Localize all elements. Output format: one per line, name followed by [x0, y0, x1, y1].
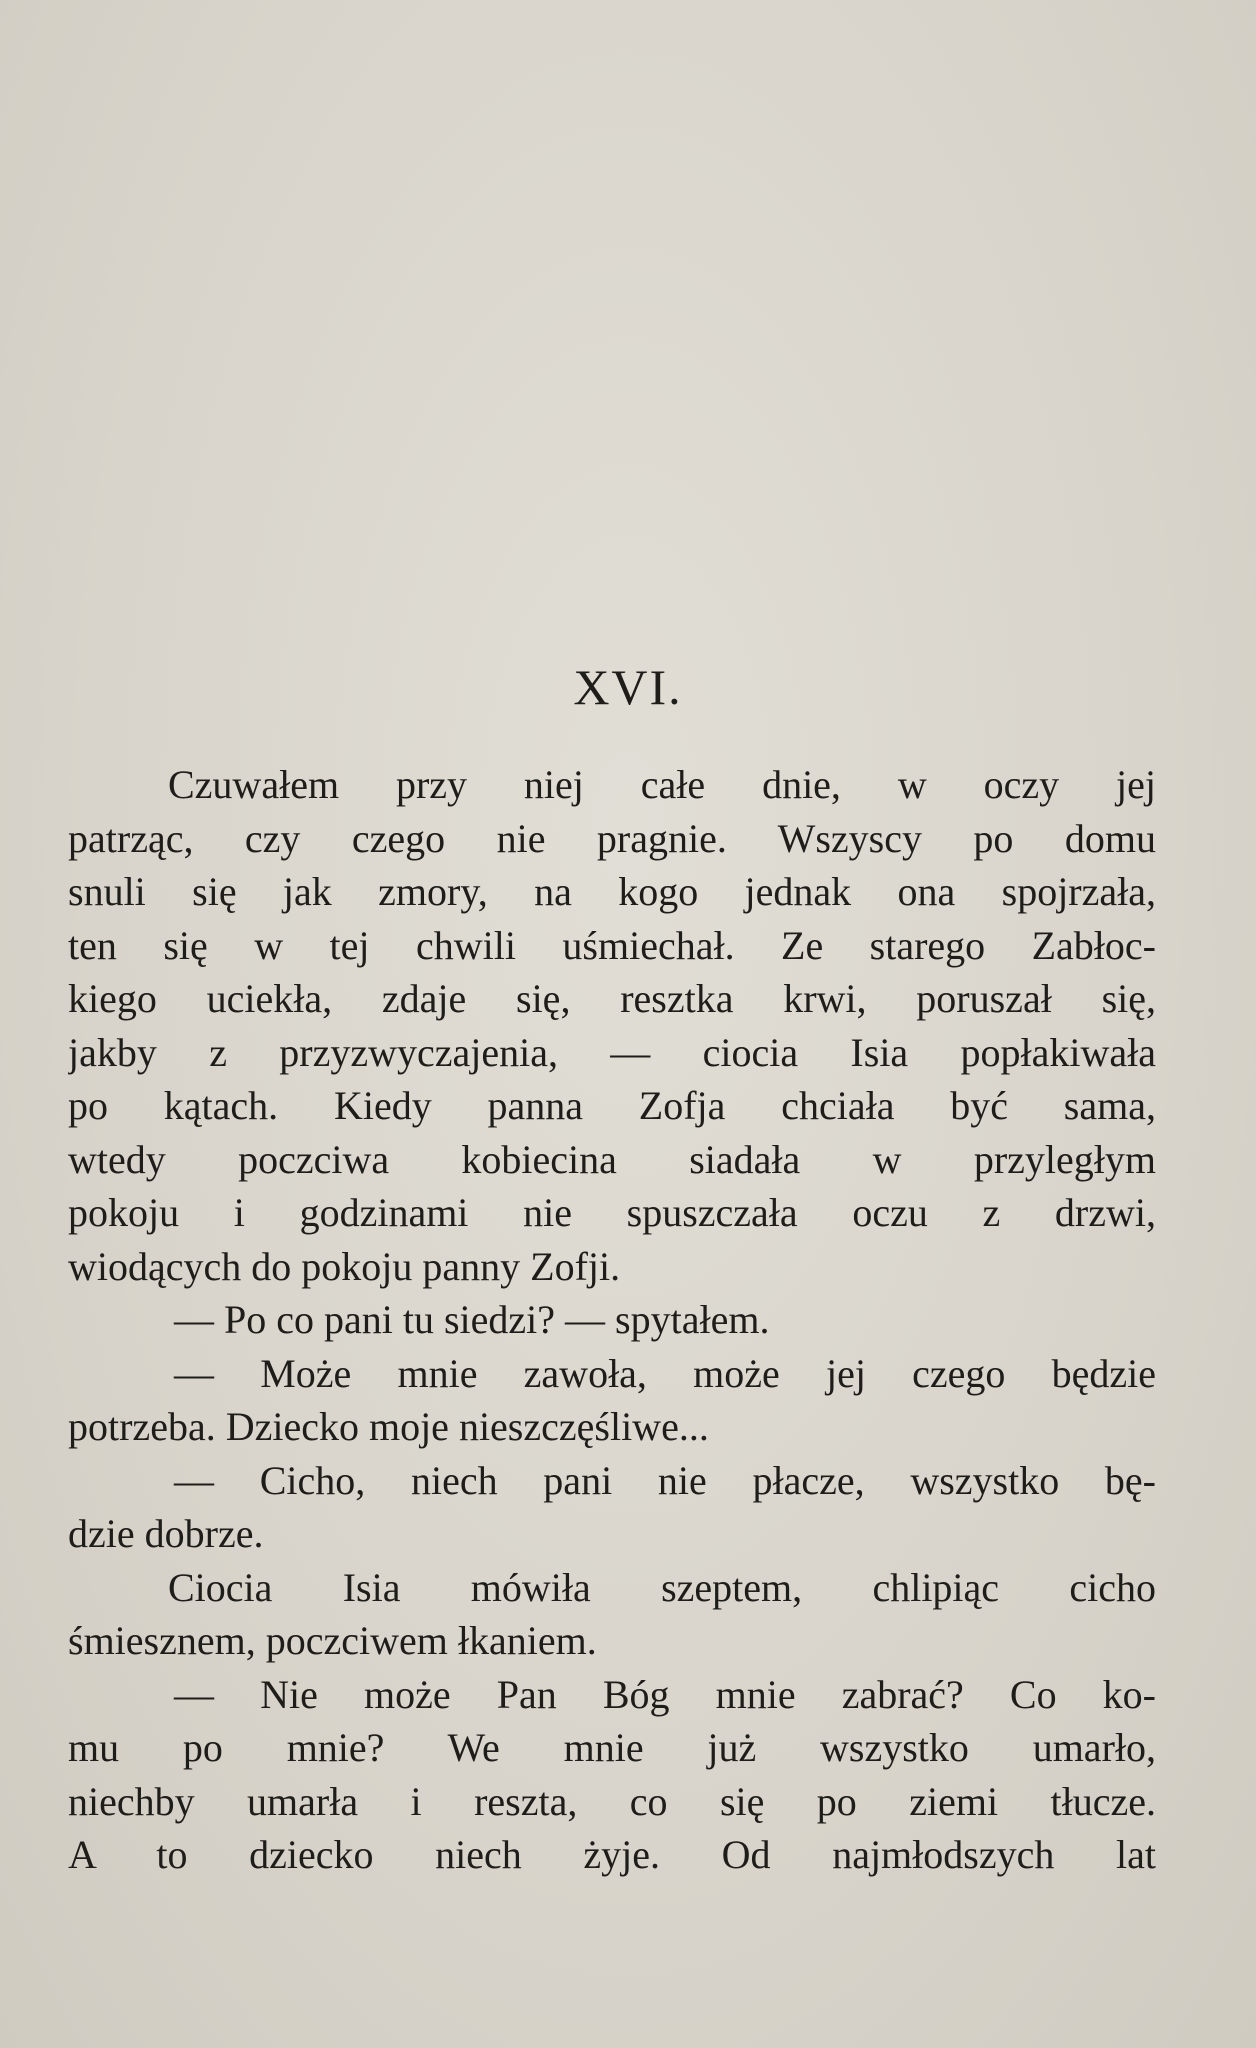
text-line: Czuwałem przy niej całe dnie, w oczy jej: [168, 762, 1156, 807]
text-line: snuli się jak zmory, na kogo jednak ona spojrzała,: [68, 869, 1156, 914]
text-line: potrzeba. Dziecko moje nieszczęśliwe...: [68, 1404, 709, 1449]
text-line: patrząc, czy czego nie pragnie. Wszyscy po domu: [68, 815, 1156, 861]
text-line: kiego uciekła, zdaje się, resztka krwi, poruszał się,: [68, 976, 1156, 1021]
text-line: dzie dobrze.: [68, 1511, 264, 1556]
text-line: po kątach. Kiedy panna Zofja chciała być sama,: [68, 1083, 1156, 1128]
text-line: pokoju i godzinami nie spuszczała oczu z drzwi,: [68, 1190, 1156, 1235]
text-line: ten się w tej chwili uśmiechał. Ze starego Zabłoc-: [68, 922, 1156, 968]
text-line: jakby z przyzwyczajenia, — ciocia Isia popłakiwała: [68, 1029, 1156, 1075]
text-line: — Po co pani tu siedzi? — spytałem.: [174, 1297, 770, 1342]
text-line: — Może mnie zawoła, może jej czego będzie: [174, 1350, 1156, 1396]
text-line: A to dziecko niech żyje. Od najmłodszych lat: [68, 1832, 1156, 1877]
text-line: mu po mnie? We mnie już wszystko umarło,: [68, 1725, 1156, 1770]
text-line: — Cicho, niech pani nie płacze, wszystko bę-: [174, 1457, 1156, 1503]
chapter-heading: XVI.: [573, 659, 683, 715]
body-text: [68, 758, 1156, 1882]
text-line: wiodących do pokoju panny Zofji.: [68, 1243, 621, 1289]
text-line: śmiesznem, poczciwem łkaniem.: [68, 1618, 597, 1663]
text-line: Ciocia Isia mówiła szeptem, chlipiąc cicho: [168, 1564, 1156, 1610]
text-line: niechby umarła i reszta, co się po ziemi tłucze.: [68, 1778, 1156, 1824]
text-line: — Nie może Pan Bóg mnie zabrać? Co ko-: [174, 1671, 1156, 1717]
text-line: wtedy poczciwa kobiecina siadała w przyległym: [68, 1136, 1156, 1182]
